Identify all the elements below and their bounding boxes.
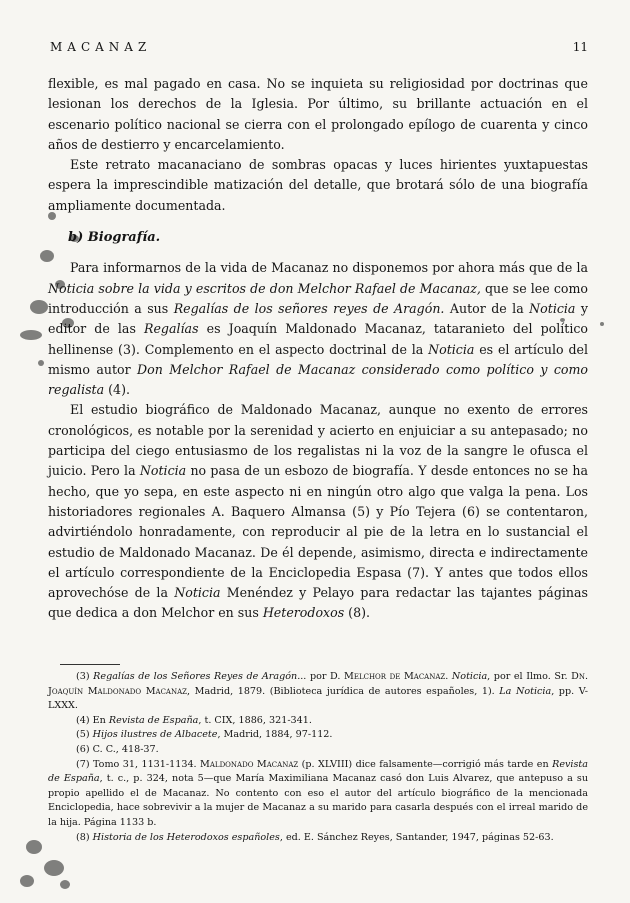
footnote-divider [60,664,120,665]
paragraph: El estudio biográfico de Maldonado Macanaz, aunque no exento de errores cronológicos, es notable por la serenidad y acierto en enjuiciar a su antepasado; no participa del ciego entusiasmo de los regalistas ni la voz de la sangre le ofusca el juicio. Pero la Noticia no pasa de un esbozo de biografía. Y desde entonces no se ha hecho, que yo sepa, en este aspecto ni en ningún otro algo que valga la pena. Los historiadores regionales A. Baquero Almansa (5) y Pío Tejera (6) se contentaron, advirtiéndolo honradamente, con reproducir al pie de la letra en lo sustancial el estudio de Maldonado Macanaz. De él depende, asimismo, directa e indirectamente el artículo correspondiente de la Enciclopedia Espasa (7). Y antes que todos ellos aprovechóse de la Noticia Menéndez y Pelayo para redactar las tajantes páginas que dedica a don Melchor en sus Heterodoxos (8). [48,402,589,621]
footnote-4: (4) En Revista de España, t. CIX, 1886, 321-341. [76,714,312,726]
paragraph: flexible, es mal pagado en casa. No se inquieta su religiosidad por doctrinas que lesionan los derechos de la Iglesia. Por último, su brillante actuación en el escenario político nacional se cierra con el prolongado epílogo de cuarenta y cinco años de destierro y encarcelamiento. [48,76,588,152]
body-text [48,74,588,624]
footnote-3: (3) Regalías de los Señores Reyes de Aragón... por D. Melchor de Macanaz. Noticia, por el Ilmo. Sr. Dn. Joaquín Maldonado Macanaz, Madrid, 1879. (Biblioteca jurídica de autores españoles, 1). La Noticia, pp. V-LXXX. [48,671,588,712]
section-heading: b) Biografía. [68,230,161,246]
footnote-8: (8) Historia de los Heterodoxos españoles, ed. E. Sánchez Reyes, Santander, 1947, páginas 52-63. [76,831,554,843]
paragraph: Este retrato macanaciano de sombras opacas y luces hirientes yuxtapuestas espera la imprescindible matización del detalle, que brotará sólo de una biografía ampliamente documentada. [48,157,588,213]
paragraph: Para informarnos de la vida de Macanaz no disponemos por ahora más que de la Noticia sobre la vida y escritos de don Melchor Rafael de Macanaz, que se lee como introducción a sus Regalías de los señores reyes de Aragón. Autor de la Noticia y editor de las Regalías es Joaquín Maldonado Macanaz, tataranieto del político hellinense (3). Complemento en el aspecto doctrinal de la Noticia es el artículo del mismo autor Don Melchor Rafael de Macanaz considerado como político y como regalista (4). [48,260,589,398]
page-number: 11 [572,40,588,54]
footnote-6: (6) C. C., 418-37. [76,743,159,755]
footnotes [48,670,588,845]
running-title: MACANAZ [50,40,152,54]
footnote-7: (7) Tomo 31, 1131-1134. Maldonado Macanaz (p. XLVIII) dice falsamente—corrigió más tarde en Revista de España, t. c., p. 324, nota 5—que María Maximiliana Macanaz casó don Luis Alvarez, que antepuso a su propio apellido el de Macanaz. No contento con eso el autor del artículo biográfico de la mencionada Enciclopedia, hace sobrevivir a la mujer de Macanaz a su marido para casarla después con el irreal marido de la hija. Página 1133 b. [48,758,589,828]
footnote-5: (5) Hijos ilustres de Albacete, Madrid, 1884, 97-112. [76,729,333,741]
running-header [50,40,588,60]
